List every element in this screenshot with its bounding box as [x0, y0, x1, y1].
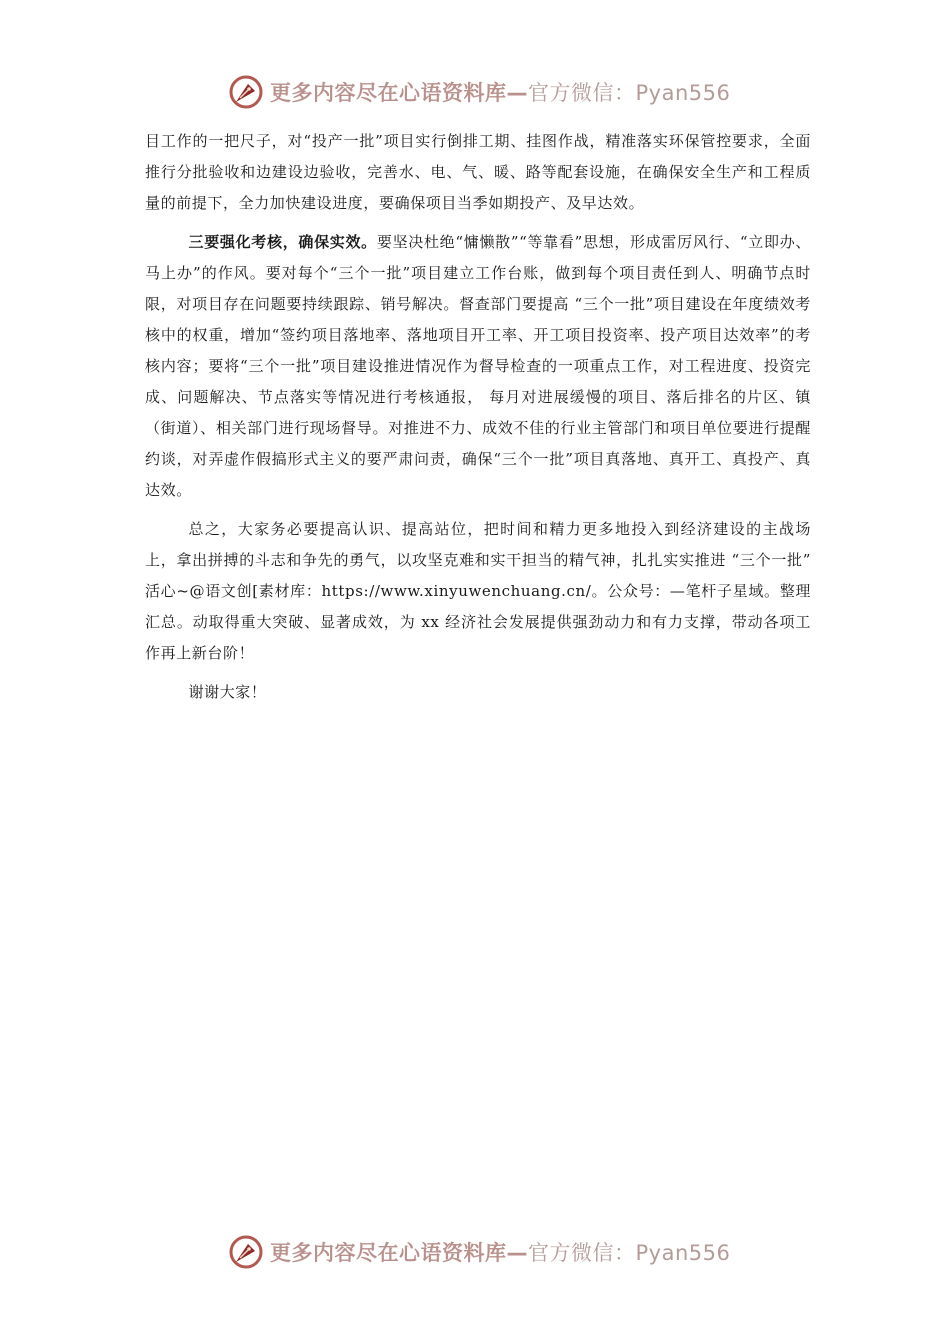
watermark-text: 更多内容尽在心语资料库—官方微信：Pyan556: [270, 1241, 731, 1265]
watermark-text: 更多内容尽在心语资料库—官方微信：Pyan556: [270, 81, 731, 105]
paragraph-2: [145, 227, 811, 506]
paragraph-2-heading: 三要强化考核，确保实效。: [188, 233, 377, 251]
fountain-pen-nib-icon: [228, 1234, 264, 1270]
watermark-banner-top: [228, 70, 748, 114]
paragraph-2-body: 要坚决杜绝“慵懒散”“等靠看”思想，形成雷厉风行、“立即办、马上办”的作风。要对每个“三个一批”项目建立工作台账，做到每个项目责任到人、明确节点时限，对项目存在问题要持续跟踪、销号解决。督查部门要提高 “三个一批”项目建设在年度绩效考核中的权重，增加“签约项目落地率、落地项目开工率、开工项目投资率、投产项目达效率”的考核内容；要将“三个一批”项目建设推进情况作为督导检查的一项重点工作，对工程进度、投资完成、问题解决、节点落实等情况进行考核通报， 每月对进展缓慢的项目、落后排名的片区、镇（街道）、相关部门进行现场督导。对推进不力、成效不佳的行业主管部门和项目单位要进行提醒约谈，对弄虚作假搞形式主义的要严肃问责，确保“三个一批”项目真落地、真开工、真投产、真达效。: [145, 233, 811, 499]
paragraph-3: 总之，大家务必要提高认识、提高站位，把时间和精力更多地投入到经济建设的主战场上，拿出拼搏的斗志和争先的勇气，以攻坚克难和实干担当的精气神，扎扎实实推进 “三个一批” 活心~@语文创[素材库：https://www.xinyuwenchuang.cn/。公众号：—笔杆子星域。整理汇总。动取得重大突破、显著成效，为 xx 经济社会发展提供强劲动力和有力支撑，带动各项工作再上新台阶！: [145, 520, 811, 662]
watermark-banner-bottom: [228, 1230, 748, 1274]
fountain-pen-nib-icon: [228, 74, 264, 110]
watermark-wechat: 官方微信：Pyan556: [528, 1241, 731, 1265]
closing-line: 谢谢大家！: [188, 683, 267, 701]
paragraph-1: 目工作的一把尺子，对“投产一批”项目实行倒排工期、挂图作战，精准落实环保管控要求，全面推行分批验收和边建设边验收，完善水、电、气、暖、路等配套设施，在确保安全生产和工程质量的前提下，全力加快建设进度，要确保项目当季如期投产、及早达效。: [145, 132, 811, 212]
document-body: [145, 126, 811, 716]
watermark-wechat: 官方微信：Pyan556: [528, 81, 731, 105]
